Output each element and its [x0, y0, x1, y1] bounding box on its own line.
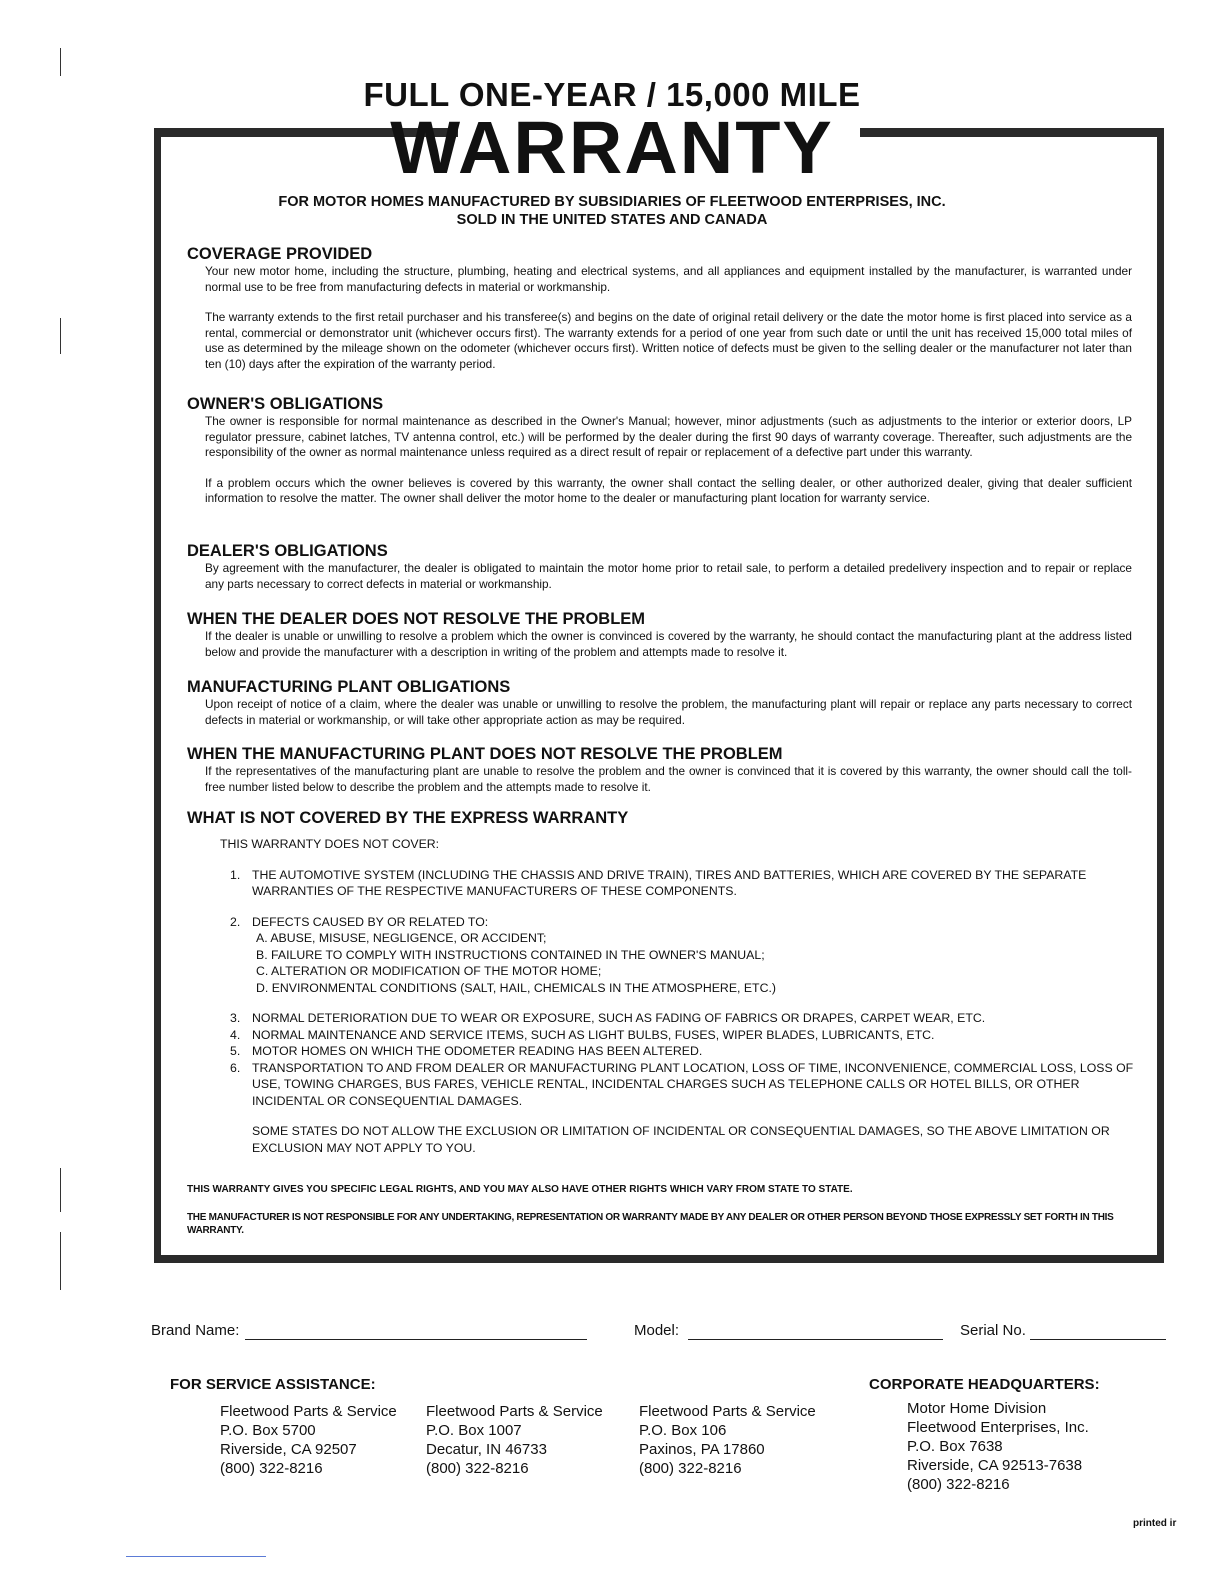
brand-name-label: Brand Name: [151, 1322, 240, 1339]
hq-line: Riverside, CA 92513-7638 [907, 1457, 1083, 1474]
exclusions-list [220, 836, 1135, 1156]
section-owner-obligations [187, 395, 1132, 507]
section-paragraph: If the dealer is unable or unwilling to resolve a problem which the owner is convinced is covered by the warranty, he should contact the manufacturing plant at the address listed below and provide the manufacturer with a description in writing of the problem and attempts made to resolve it. [205, 629, 1132, 659]
sub-list-item: B. FAILURE TO COMPLY WITH INSTRUCTIONS CONTAINED IN THE OWNER'S MANUAL; [256, 947, 765, 962]
address-box: P.O. Box 106 [639, 1422, 727, 1439]
warranty-subtitle [0, 193, 1224, 229]
subtitle-line-2: SOLD IN THE UNITED STATES AND CANADA [456, 212, 768, 228]
list-item [220, 914, 1135, 931]
list-text: NORMAL MAINTENANCE AND SERVICE ITEMS, SUCH AS LIGHT BULBS, FUSES, WIPER BLADES, LUBRICANTS, ETC. [252, 1027, 935, 1042]
address-phone: (800) 322-8216 [426, 1460, 529, 1477]
sub-list-item: A. ABUSE, MISUSE, NEGLIGENCE, OR ACCIDENT; [256, 931, 547, 945]
section-paragraph: Your new motor home, including the structure, plumbing, heating and electrical systems, and all appliances and equipment installed by the manufacturer, is warranted under normal use to be free from manufacturing defects in material or workmanship. [205, 264, 1132, 294]
address-name: Fleetwood Parts & Service [426, 1403, 603, 1420]
section-paragraph: If a problem occurs which the owner believes is covered by this warranty, the owner shall contact the selling dealer, or other authorized dealer, giving that dealer sufficient information to resolve the matter. The owner shall deliver the motor home to the dealer or manufacturing plant location for warranty service. [205, 475, 1132, 506]
section-dealer-not-resolve [187, 610, 1132, 660]
address-city: Riverside, CA 92507 [220, 1441, 357, 1458]
sub-list-item: D. ENVIRONMENTAL CONDITIONS (SALT, HAIL, CHEMICALS IN THE ATMOSPHERE, ETC.) [256, 980, 776, 995]
section-plant-not-resolve [187, 745, 1132, 795]
address-phone: (800) 322-8216 [220, 1460, 323, 1477]
list-number: 3. [230, 1011, 241, 1025]
list-number: 6. [230, 1060, 241, 1075]
margin-mark [60, 318, 61, 354]
margin-mark [60, 1168, 61, 1212]
page-heading: FULL ONE-YEAR / 15,000 MILE [363, 76, 861, 113]
list-number: 4. [230, 1027, 241, 1042]
blue-underline-mark [126, 1556, 266, 1557]
section-not-covered [187, 809, 1132, 828]
list-item [220, 867, 1135, 900]
exclusions-intro: THIS WARRANTY DOES NOT COVER: [220, 837, 440, 851]
address-phone: (800) 322-8216 [639, 1460, 742, 1477]
fine-print-disclaimer: THE MANUFACTURER IS NOT RESPONSIBLE FOR ANY UNDERTAKING, REPRESENTATION OR WARRANTY MADE BY ANY DEALER OR OTHER PERSON BEYOND THOSE EXPRESSLY SET FORTH IN THIS WARRANTY. [187, 1212, 1114, 1236]
section-paragraph: The warranty extends to the first retail purchaser and his transferee(s) and begins on the date of original retail delivery or the date the motor home is first placed into service as a rental, commercial or demonstrator unit (whichever occurs first). The warranty extends for a period of one year from such date or until the unit has received 15,000 total miles of use as determined by the mileage shown on the odometer (whichever occurs first). Written notice of defects must be given to the selling dealer or the manufacturer not later than ten (10) days after the expiration of the warranty period. [205, 310, 1132, 371]
margin-mark [60, 48, 61, 76]
service-address-2 [426, 1402, 603, 1478]
address-city: Decatur, IN 46733 [426, 1441, 547, 1458]
list-text: NORMAL DETERIORATION DUE TO WEAR OR EXPOSURE, SUCH AS FADING OF FABRICS OR DRAPES, CARPET WEAR, ETC. [252, 1011, 986, 1025]
service-heading: FOR SERVICE ASSISTANCE: [170, 1376, 376, 1393]
list-item [220, 1027, 1135, 1044]
section-paragraph: The owner is responsible for normal maintenance as described in the Owner's Manual; however, minor adjustments (such as adjustments to the interior or exterior doors, LP regulator pressure, cabinet latches, TV antenna control, etc.) will be performed by the dealer during the first 90 days of warranty coverage. Thereafter, such adjustments are the responsibility of the owner as normal maintenance unless required as a direct result of repair or replacement of a defective part under this warranty. [205, 414, 1132, 460]
model-field[interactable] [688, 1338, 943, 1340]
section-coverage [187, 245, 1132, 373]
fine-print-rights: THIS WARRANTY GIVES YOU SPECIFIC LEGAL RIGHTS, AND YOU MAY ALSO HAVE OTHER RIGHTS WHICH VARY FROM STATE TO STATE. [187, 1184, 853, 1195]
hq-heading: CORPORATE HEADQUARTERS: [869, 1376, 1100, 1393]
list-number: 2. [230, 914, 241, 929]
address-name: Fleetwood Parts & Service [639, 1403, 816, 1420]
service-address-3 [639, 1402, 816, 1478]
brand-name-field[interactable] [245, 1338, 587, 1340]
hq-line: (800) 322-8216 [907, 1476, 1010, 1493]
section-heading: WHEN THE MANUFACTURING PLANT DOES NOT RESOLVE THE PROBLEM [187, 745, 783, 763]
address-name: Fleetwood Parts & Service [220, 1403, 397, 1420]
list-text: DEFECTS CAUSED BY OR RELATED TO: [252, 914, 489, 929]
section-heading: WHEN THE DEALER DOES NOT RESOLVE THE PROBLEM [187, 610, 646, 628]
section-dealer-obligations [187, 542, 1132, 592]
hq-line: Fleetwood Enterprises, Inc. [907, 1419, 1089, 1436]
model-label: Model: [634, 1322, 680, 1339]
section-heading: DEALER'S OBLIGATIONS [187, 542, 388, 560]
section-heading: MANUFACTURING PLANT OBLIGATIONS [187, 678, 511, 696]
serial-label: Serial No. [960, 1322, 1026, 1339]
hq-line: Motor Home Division [907, 1400, 1047, 1417]
list-item [220, 1060, 1135, 1110]
section-plant-obligations [187, 678, 1132, 728]
hq-line: P.O. Box 7638 [907, 1438, 1003, 1455]
section-heading: WHAT IS NOT COVERED BY THE EXPRESS WARRANTY [187, 809, 629, 827]
section-heading: OWNER'S OBLIGATIONS [187, 395, 384, 413]
list-item [220, 1010, 1135, 1027]
printed-footer: printed ir [1133, 1518, 1177, 1529]
sub-list [220, 930, 1135, 996]
hq-address [907, 1399, 1089, 1494]
states-note: SOME STATES DO NOT ALLOW THE EXCLUSION OR LIMITATION OF INCIDENTAL OR CONSEQUENTIAL DAMAGES, SO THE ABOVE LIMITATION OR EXCLUSION MAY NOT APPLY TO YOU. [252, 1124, 1110, 1155]
subtitle-line-1: FOR MOTOR HOMES MANUFACTURED BY SUBSIDIARIES OF FLEETWOOD ENTERPRISES, INC. [278, 194, 946, 210]
section-paragraph: Upon receipt of notice of a claim, where the dealer was unable or unwilling to resolve the problem, the manufacturing plant will repair or replace any parts necessary to correct defects in material or workmanship, or will take other appropriate action as may be required. [205, 697, 1132, 727]
serial-field[interactable] [1030, 1338, 1166, 1340]
list-text: THE AUTOMOTIVE SYSTEM (INCLUDING THE CHASSIS AND DRIVE TRAIN), TIRES AND BATTERIES, WHICH ARE COVERED BY THE SEPARATE WARRANTIES OF THE RESPECTIVE MANUFACTURERS OF THESE COMPONENTS. [252, 867, 1087, 898]
list-item [220, 1043, 1135, 1060]
section-paragraph: If the representatives of the manufacturing plant are unable to resolve the problem and the owner is convinced that it is covered by this warranty, the owner should call the toll-free number listed below to describe the problem and the attempts made to resolve it. [205, 764, 1132, 794]
list-number: 1. [230, 867, 241, 882]
margin-mark [60, 1232, 61, 1290]
address-box: P.O. Box 5700 [220, 1422, 316, 1439]
section-paragraph: By agreement with the manufacturer, the dealer is obligated to maintain the motor home prior to retail sale, to perform a detailed predelivery inspection and to repair or replace any parts necessary to correct defects in material or workmanship. [205, 561, 1132, 591]
address-box: P.O. Box 1007 [426, 1422, 522, 1439]
service-address-1 [220, 1402, 397, 1478]
list-number: 5. [230, 1044, 241, 1058]
warranty-title: WARRANTY [390, 106, 834, 189]
list-text: TRANSPORTATION TO AND FROM DEALER OR MANUFACTURING PLANT LOCATION, LOSS OF TIME, INCONVENIENCE, COMMERCIAL LOSS, LOSS OF USE, TOWING CHARGES, BUS FARES, VEHICLE RENTAL, INCIDENTAL CHARGES SUCH AS TELEPHONE CALLS OR HOTEL BILLS, OR OTHER INCIDENTAL OR CONSEQUENTIAL DAMAGES. [252, 1060, 1134, 1108]
sub-list-item: C. ALTERATION OR MODIFICATION OF THE MOTOR HOME; [256, 964, 602, 978]
section-heading: COVERAGE PROVIDED [187, 245, 373, 263]
address-city: Paxinos, PA 17860 [639, 1441, 765, 1458]
list-text: MOTOR HOMES ON WHICH THE ODOMETER READING HAS BEEN ALTERED. [252, 1044, 703, 1058]
